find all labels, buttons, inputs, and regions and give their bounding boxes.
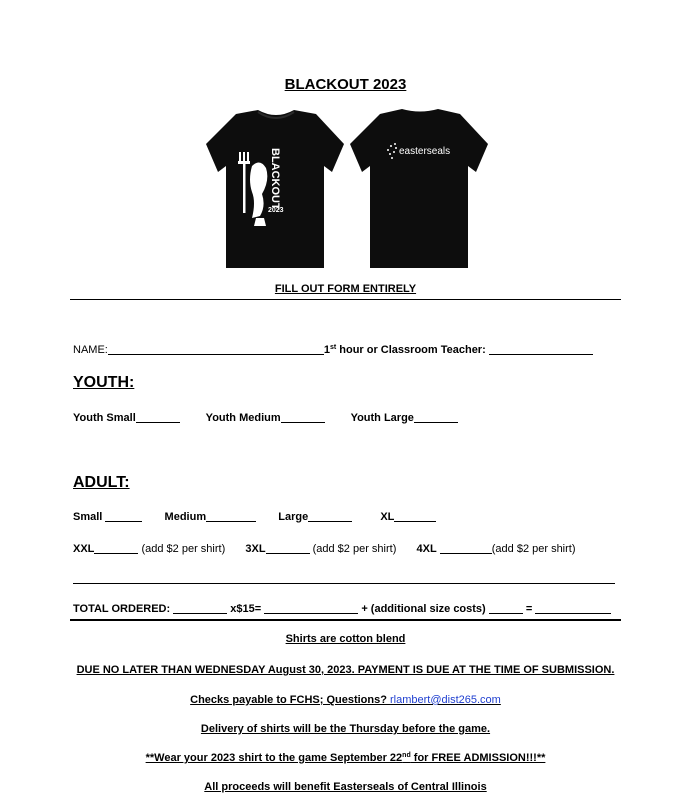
shirt-front-year: 2023: [268, 207, 284, 214]
grand-total-field[interactable]: [535, 603, 611, 614]
3xl-note: (add $2 per shirt): [312, 543, 397, 555]
xxl-label: XXL: [73, 543, 95, 555]
page-title: BLACKOUT 2023: [284, 76, 407, 93]
shirt-front-text: [268, 148, 284, 214]
email-link[interactable]: rlambert@dist265.com: [390, 694, 501, 706]
youth-medium-field[interactable]: [281, 412, 325, 423]
shirt-front-word: BLACKOUT: [269, 148, 281, 210]
total-row: [73, 603, 611, 615]
adult-large-field[interactable]: [308, 511, 352, 522]
shirt-back-text: easterseals: [399, 146, 451, 157]
adult-heading: ADULT:: [73, 474, 130, 491]
youth-medium-label: Youth Medium: [205, 412, 281, 424]
adult-xl-label: XL: [380, 511, 395, 523]
youth-sizes-row: [73, 412, 458, 424]
extended-sizes-row: [73, 543, 576, 555]
total-divider: [70, 619, 621, 621]
total-field[interactable]: [173, 603, 227, 614]
form-subtitle: FILL OUT FORM ENTIRELY: [274, 283, 417, 295]
due-note: DUE NO LATER THAN WEDNESDAY August 30, 2023. PAYMENT IS DUE AT THE TIME OF SUBMISSION.: [76, 664, 615, 676]
cotton-note: Shirts are cotton blend: [285, 633, 406, 645]
xxl-note: (add $2 per shirt): [141, 543, 226, 555]
additional-field[interactable]: [489, 603, 523, 614]
proceeds-note: All proceeds will benefit Easterseals of Central Illinois: [204, 781, 487, 793]
adult-medium-label: Medium: [164, 511, 207, 523]
divider-line: [73, 583, 615, 584]
checks-note: Checks payable to FCHS; Questions? rlambert@dist265.com: [190, 694, 501, 706]
name-row: NAME: 1st hour or Classroom Teacher:: [73, 344, 593, 356]
3xl-field[interactable]: [266, 543, 310, 554]
3xl-label: 3XL: [245, 543, 266, 555]
youth-small-label: Youth Small: [73, 412, 136, 424]
adult-large-label: Large: [278, 511, 309, 523]
4xl-label: 4XL: [416, 543, 437, 555]
adult-xl-field[interactable]: [394, 511, 436, 522]
teacher-label: hour or Classroom Teacher:: [336, 344, 486, 356]
4xl-field[interactable]: [440, 543, 492, 554]
youth-heading: YOUTH:: [73, 374, 135, 391]
back-shirt: [350, 109, 488, 268]
youth-large-label: Youth Large: [350, 412, 414, 424]
total-label: TOTAL ORDERED:: [73, 603, 171, 615]
price-label: x$15=: [230, 603, 262, 615]
additional-label: + (additional size costs): [361, 603, 486, 615]
teacher-field[interactable]: [489, 344, 593, 355]
wear-note: **Wear your 2023 shirt to the game September 22nd for FREE ADMISSION!!!**: [145, 752, 546, 764]
xxl-field[interactable]: [94, 543, 138, 554]
name-field[interactable]: [108, 344, 324, 355]
youth-large-field[interactable]: [414, 412, 458, 423]
adult-small-field[interactable]: [105, 511, 142, 522]
subtotal-field[interactable]: [264, 603, 358, 614]
youth-small-field[interactable]: [136, 412, 180, 423]
divider: [70, 299, 621, 300]
equals-label: =: [525, 603, 533, 615]
adult-medium-field[interactable]: [206, 511, 256, 522]
4xl-note: (add $2 per shirt): [491, 543, 576, 555]
adult-small-label: Small: [73, 511, 103, 523]
delivery-note: Delivery of shirts will be the Thursday before the game.: [200, 723, 491, 735]
shirts-image: [200, 106, 492, 272]
name-label: NAME:: [73, 344, 108, 356]
adult-sizes-row: [73, 511, 436, 523]
